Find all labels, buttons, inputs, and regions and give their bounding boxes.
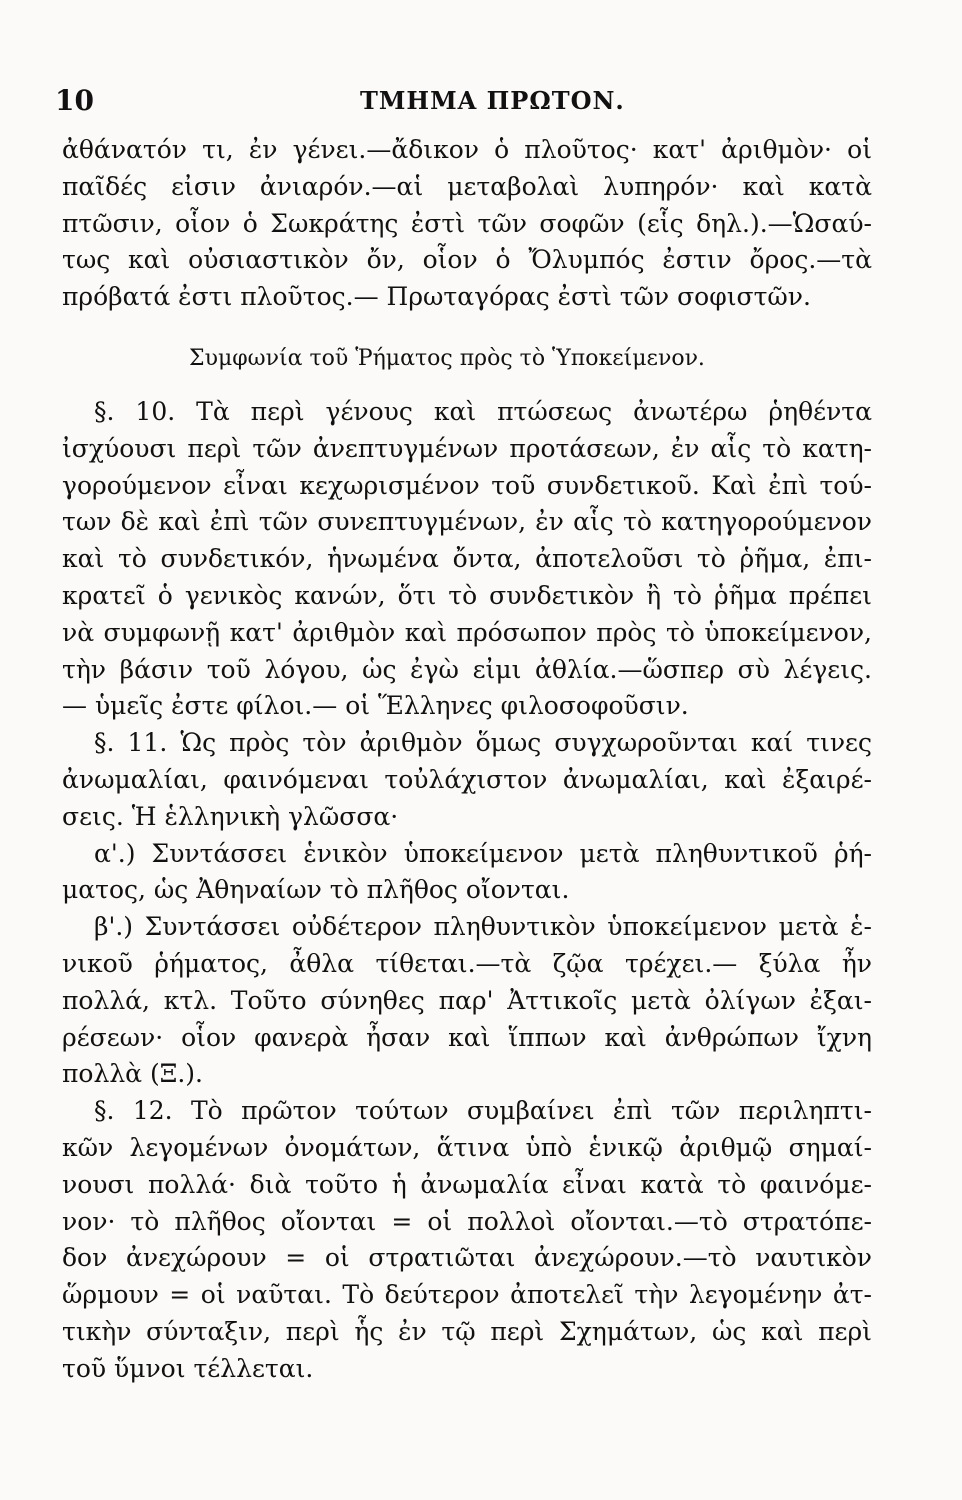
text-line: καὶ τὸ συνδετικόν, ἡνωμένα ὄντα, ἀποτελοῦσι τὸ ῥῆμα, ἐπι- [62, 544, 872, 574]
text-line: των δὲ καὶ ἐπὶ τῶν συνεπτυγμένων, ἐν αἷς τὸ κατηγορούμενον [62, 507, 872, 537]
text-line: τὴν βάσιν τοῦ λόγου, ὡς ἐγὼ εἰμι ἀθλία.—ὥσπερ σὺ λέγεις. [62, 654, 872, 684]
section-heading: Συμφωνία τοῦ Ῥήματος πρὸς τὸ Ὑποκείμενον. [189, 345, 705, 371]
text-line: ἰσχύουσι περὶ τῶν ἀνεπτυγμένων προτάσεων, ἐν αἷς τὸ κατη- [62, 433, 872, 463]
text-line: ἀθάνατόν τι, ἐν γένει.—ἄδικον ὁ πλοῦτος· κατ' ἀριθμὸν· οἱ [62, 135, 872, 164]
page-body [62, 132, 872, 1388]
running-title: ΤΜΗΜΑ ΠΡΩΤΟΝ. [360, 86, 625, 115]
rule-alpha: α'.) Συντάσσει ἑνικὸν ὑποκείμενον μετὰ πληθυντικοῦ ῥή- [94, 838, 872, 868]
text-line: τως καὶ οὐσιαστικὸν ὄν, οἷον ὁ Ὄλυμπός ἐστιν ὄρος.—τὰ [62, 245, 872, 275]
text-line: ματος, ὡς Ἀθηναίων τὸ πλῆθος οἴονται. [62, 875, 570, 905]
text-line: νὰ συμφωνῇ κατ' ἀριθμὸν καὶ πρόσωπον πρὸς τὸ ὑποκείμενον, [62, 617, 872, 647]
text-line: κρατεῖ ὁ γενικὸς κανών, ὅτι τὸ συνδετικὸν ἢ τὸ ῥῆμα πρέπει [62, 580, 872, 610]
rule-beta: β'.) Συντάσσει οὐδέτερον πληθυντικὸν ὑποκείμενον μετὰ ἑ- [94, 912, 872, 942]
text-line: ἀνωμαλίαι, φαινόμεναι τοὐλάχιστον ἀνωμαλίαι, καὶ ἐξαιρέ- [62, 764, 872, 794]
text-line: νον· τὸ πλῆθος οἴονται = οἱ πολλοὶ οἴονται.—τὸ στρατόπε- [62, 1206, 872, 1236]
page-number: 10 [55, 84, 94, 117]
text-line: νικοῦ ῥήματος, ἆθλα τίθεται.—τὰ ζῷα τρέχει.— ξύλα ἦν [62, 948, 872, 978]
text-line: πτῶσιν, οἷον ὁ Σωκράτης ἐστὶ τῶν σοφῶν (εἷς δηλ.).—Ὡσαύ- [62, 208, 872, 238]
text-line: τικὴν σύνταξιν, περὶ ἧς ἐν τῷ περὶ Σχημάτων, ὡς καὶ περὶ [62, 1316, 872, 1346]
paragraph-11-start: §. 11. Ὡς πρὸς τὸν ἀριθμὸν ὅμως συγχωροῦνται καί τινες [94, 728, 872, 758]
text-line: πολλά, κτλ. Τοῦτο σύνηθες παρ' Ἀττικοῖς μετὰ ὀλίγων ἐξαι- [62, 985, 872, 1015]
text-line: ὥρμουν = οἱ ναῦται. Τὸ δεύτερον ἀποτελεῖ τὴν λεγομένην ἀτ- [62, 1280, 872, 1310]
text-line: γορούμενον εἶναι κεχωρισμένον τοῦ συνδετικοῦ. Καὶ ἐπὶ τού- [62, 470, 872, 500]
text-line: νουσι πολλά· διὰ τοῦτο ἡ ἀνωμαλία εἶναι κατὰ τὸ φαινόμε- [62, 1169, 872, 1199]
paragraph-10-start: §. 10. Τὰ περὶ γένους καὶ πτώσεως ἀνωτέρω ῥηθέντα [94, 396, 872, 426]
text-line: παῖδές εἰσιν ἀνιαρόν.—αἱ μεταβολαὶ λυπηρόν· καὶ κατὰ [62, 171, 872, 201]
text-line: τοῦ ὕμνοι τέλλεται. [62, 1353, 314, 1383]
paragraph-12-start: §. 12. Τὸ πρῶτον τούτων συμβαίνει ἐπὶ τῶν περιληπτι- [94, 1096, 872, 1126]
text-line: ρέσεων· οἷον φανερὰ ἦσαν καὶ ἵππων καὶ ἀνθρώπων ἴχνη [62, 1022, 872, 1052]
text-line: πρόβατά ἐστι πλοῦτος.— Πρωταγόρας ἐστὶ τῶν σοφιστῶν. [62, 282, 811, 312]
text-line: πολλὰ (Ξ.). [62, 1059, 203, 1089]
text-line: σεις. Ἡ ἑλληνικὴ γλῶσσα· [62, 801, 399, 831]
text-line: — ὑμεῖς ἐστε φίλοι.— οἱ Ἕλληνες φιλοσοφοῦσιν. [62, 691, 689, 721]
text-line: δον ἀνεχώρουν = οἱ στρατιῶται ἀνεχώρουν.—τὸ ναυτικὸν [62, 1243, 872, 1273]
page-header [55, 84, 875, 118]
text-line: κῶν λεγομένων ὀνομάτων, ἅτινα ὑπὸ ἑνικῷ ἀριθμῷ σημαί- [62, 1132, 872, 1162]
